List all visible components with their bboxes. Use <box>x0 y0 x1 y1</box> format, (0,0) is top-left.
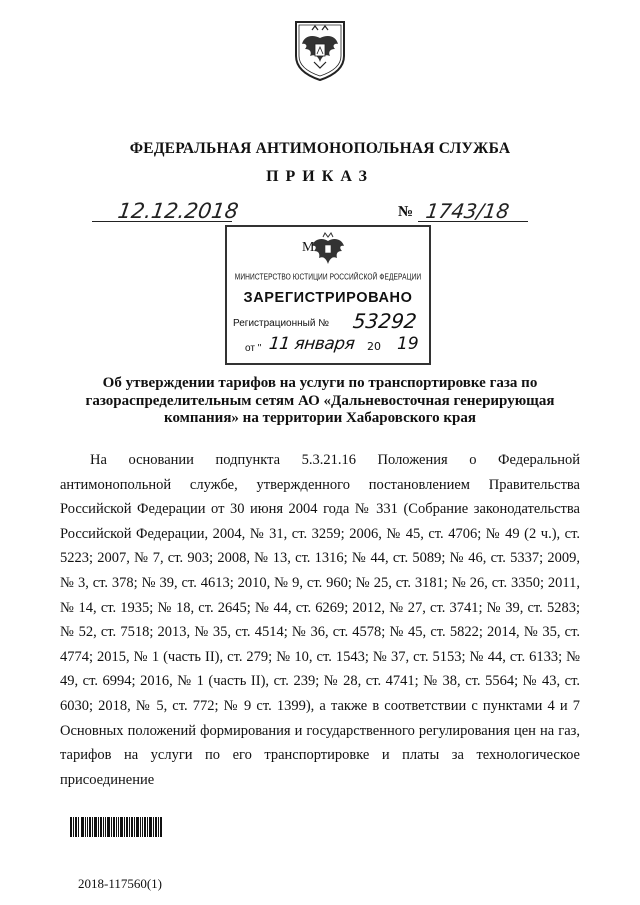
number-underline <box>418 221 528 222</box>
handwritten-date: 12.12.2018 <box>116 199 240 223</box>
stamp-handwritten-date: 11 января <box>267 334 356 354</box>
body-paragraph <box>60 448 580 792</box>
stamp-ministry: МИНИСТЕРСТВО ЮСТИЦИИ РОССИЙСКОЙ ФЕДЕРАЦИИ <box>234 273 422 282</box>
date-underline <box>92 221 232 222</box>
document-number: 2018-117560(1) <box>78 876 163 891</box>
stamp-reg-number-label: Регистрационный № <box>233 318 329 329</box>
number-label: № <box>398 204 414 220</box>
stamp-stroke: M <box>302 240 315 255</box>
stamp-from-label: от " <box>245 343 262 354</box>
stamp-year-handwritten: 19 <box>397 334 419 354</box>
document-type: ПРИКАЗ <box>266 168 374 185</box>
body-text: На основании подпункта 5.3.21.16 Положения о Федеральной антимонопольной службе, утвержденного постановлением Правительства Российской Федерации от 30 июня 2004 года № 331 (Собрание законодательства Российской Федерации, 2004, № 31, ст. 3259; 2006, № 45, ст. 4706; № 49 (2 ч.), ст. 5223; 2007, № 7, ст. 903; 2008, № 13, ст. 1316; № 44, ст. 5089; № 46, ст. 5337; 2009, № 3, ст. 378; № 39, ст. 4613; 2010, № 9, ст. 960; № 25, ст. 3181; № 26, ст. 3350; 2011, № 14, ст. 1935; № 18, ст. 2645; № 44, ст. 6269; 2012, № 27, ст. 3741; № 39, ст. 5283; № 52, ст. 7518; 2013, № 35, ст. 4514; № 36, ст. 4578; № 45, ст. 5822; 2014, № 35, ст. 4774; 2015, № 1 (часть II), ст. 279; № 10, ст. 1543; № 37, ст. 5153; № 44, ст. 6133; № 49, ст. 6994; 2016, № 1 (часть II), ст. 239; № 28, ст. 4741; № 38, ст. 5564; № 43, ст. 6030; 2018, № 5, ст. 772; № 9 ст. 1399), а также в соответствии с пунктами 4 и 7 Основных положений формирования и государственного регулирования цен на газ, тарифов на услуги по его транспортировке и платы за технологическое присоединение <box>60 452 580 788</box>
order-subject: Об утверждении тарифов на услуги по транспортировке газа по газораспределительным сетям АО «Дальневосточная генерирующая компания» на территории Хабаровского края <box>85 375 555 426</box>
stamp-year-prefix: 20 <box>367 340 381 353</box>
handwritten-order-number: 1743/18 <box>424 199 511 223</box>
state-emblem-icon <box>288 18 352 82</box>
stamp-registered: ЗАРЕГИСТРИРОВАНО <box>243 290 413 306</box>
barcode <box>70 817 162 837</box>
stamp-reg-number: 53292 <box>351 309 418 333</box>
agency-name: ФЕДЕРАЛЬНАЯ АНТИМОНОПОЛЬНАЯ СЛУЖБА <box>129 140 511 157</box>
registration-stamp <box>225 225 431 365</box>
